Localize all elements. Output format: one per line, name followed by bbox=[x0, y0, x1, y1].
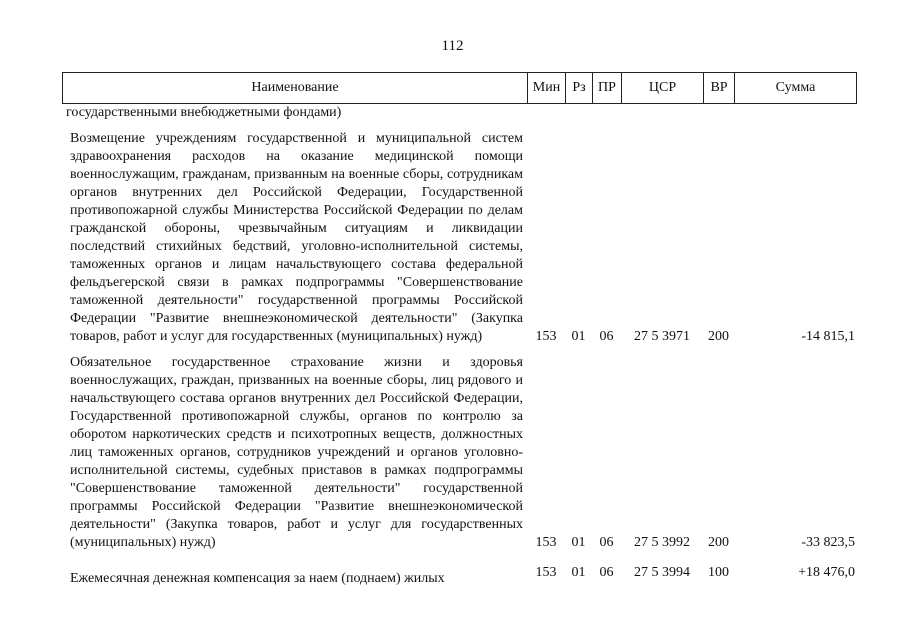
table-row bbox=[62, 104, 857, 122]
row-csr: 27 5 3971 bbox=[634, 329, 690, 344]
header-vr: ВР bbox=[704, 73, 735, 103]
row-rz: 01 bbox=[571, 329, 586, 344]
table-body bbox=[62, 104, 857, 588]
row-sum: -14 815,1 bbox=[801, 329, 855, 344]
row-pr: 06 bbox=[599, 565, 614, 580]
header-rz: Рз bbox=[566, 73, 593, 103]
header-csr: ЦСР bbox=[622, 73, 704, 103]
row-pr: 06 bbox=[599, 329, 614, 344]
row-name: Обязательное государственное страхование жизни и здоровья военнослужащих, граждан, призванных на военные сборы, лиц рядового и начальствующего состава органов внутренних дел Российской Федерации, Государственной противопожарной службы, органов по контролю за оборотом наркотических средств и психотропных веществ, должностных лиц таможенных органов, сотрудников учреждений и органов уголовно-исполнительной системы, судебных приставов в рамках подпрограммы "Совершенствование таможенной деятельности" государственной программы Российской Федерации "Развитие внешнеэкономической деятельности" (Закупка товаров, работ и услуг для государственных (муниципальных) нужд) bbox=[70, 355, 523, 550]
table-row bbox=[62, 564, 857, 588]
row-vr: 200 bbox=[708, 329, 729, 344]
row-name: государственными внебюджетными фондами) bbox=[66, 105, 342, 120]
header-sum: Сумма bbox=[775, 80, 816, 95]
row-min: 153 bbox=[535, 329, 557, 344]
header-name: Наименование bbox=[63, 73, 528, 103]
row-rz: 01 bbox=[571, 535, 586, 550]
table-header bbox=[62, 72, 857, 104]
table-row bbox=[62, 130, 857, 346]
row-csr: 27 5 3994 bbox=[634, 565, 690, 580]
row-name: Ежемесячная денежная компенсация за наем (поднаем) жилых bbox=[70, 571, 445, 586]
row-vr: 200 bbox=[708, 535, 729, 550]
row-rz: 01 bbox=[571, 565, 586, 580]
row-sum: +18 476,0 bbox=[798, 565, 855, 580]
row-min: 153 bbox=[535, 535, 557, 550]
table-row bbox=[62, 354, 857, 552]
page-number: 112 bbox=[441, 38, 464, 54]
row-name: Возмещение учреждениям государственной и муниципальной систем здравоохранения расходов на оказание медицинской помощи военнослужащим, гражданам, призванным на военные сборы, сотрудникам органов внутренних дел Российской Федерации, Государственной противопожарной службы Министерства Российской Федерации по делам гражданской обороны, чрезвычайным ситуациям и ликвидации последствий стихийных бедствий, уголовно-исполнительной системы, таможенных органов и лицам начальствующего состава федеральной фельдъегерской связи в рамках подпрограммы "Совершенствование таможенной деятельности" государственной программы Российской Федерации "Развитие внешнеэкономической деятельности" (Закупка товаров, работ и услуг для государственных (муниципальных) нужд) bbox=[70, 131, 523, 344]
row-min: 153 bbox=[535, 565, 557, 580]
row-sum: -33 823,5 bbox=[801, 535, 855, 550]
header-pr: ПР bbox=[593, 73, 622, 103]
row-csr: 27 5 3992 bbox=[634, 535, 690, 550]
row-pr: 06 bbox=[599, 535, 614, 550]
header-min: Мин bbox=[528, 73, 566, 103]
row-vr: 100 bbox=[708, 565, 729, 580]
